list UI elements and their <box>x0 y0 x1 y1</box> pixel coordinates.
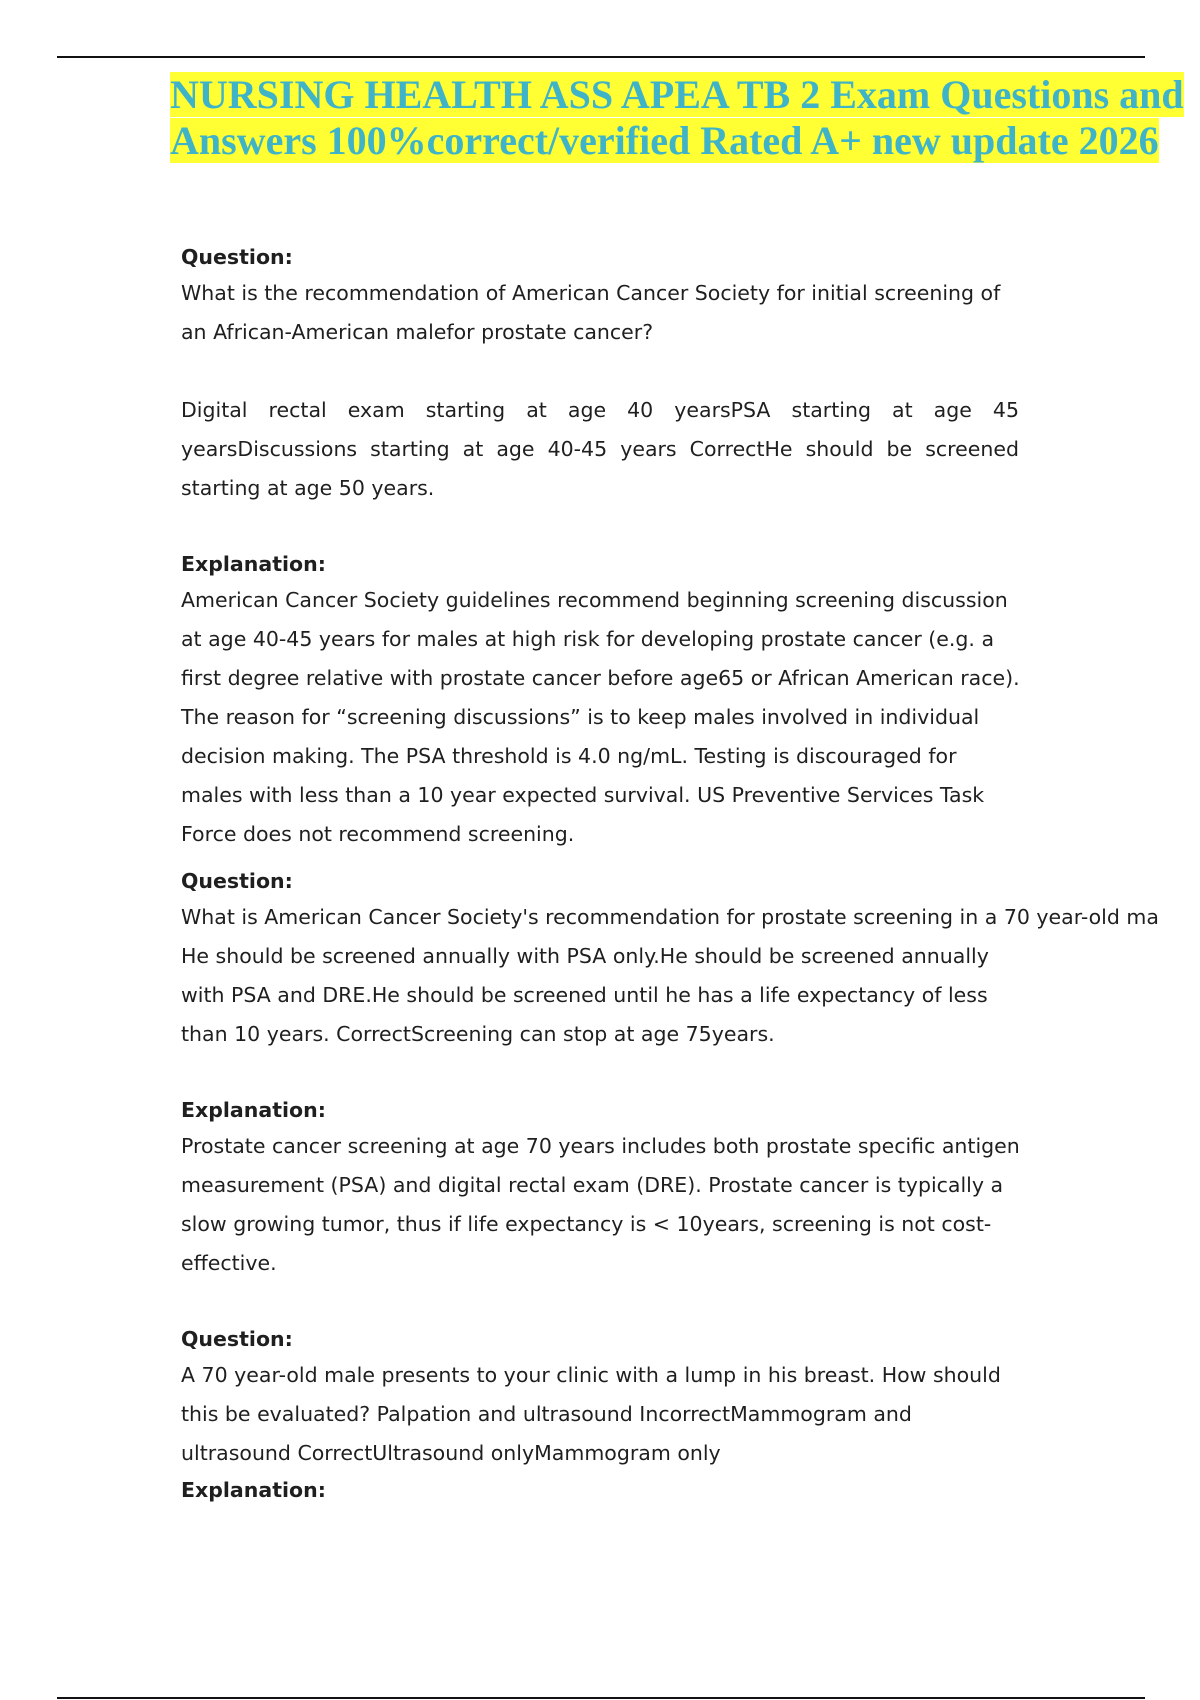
explanation-text: Prostate cancer screening at age 70 years includes both prostate specific antigen measurement (PSA) and digital rectal exam (DRE). Prostate cancer is typically a slow growing tumor, thus if life expectancy is < 10years, screening is not cost-effective. <box>181 1134 1020 1275</box>
question-text: What is the recommendation of American Cancer Society for initial screening of an African-American malefor prostate cancer? <box>181 281 1001 344</box>
document-body <box>181 240 1200 1507</box>
answer-options: He should be screened annually with PSA only.He should be screened annually with PSA and DRE.He should be screened until he has a life expectancy of less than 10 years. CorrectScreening can stop at age 75years. <box>181 944 989 1046</box>
title-line-1: NURSING HEALTH ASS APEA TB 2 Exam Questions and <box>170 72 1184 117</box>
top-rule <box>57 56 1145 58</box>
document-title <box>170 72 1200 164</box>
explanation-text: American Cancer Society guidelines recommend beginning screening discussion at age 40-45 years for males at high risk for developing prostate cancer (e.g. a first degree relative with prostate cancer before age65 or African American race). The reason for “screening discussions” is to keep males involved in individual decision making. The PSA threshold is 4.0 ng/mL. Testing is discouraged for males with less than a 10 year expected survival. US Preventive Services Task Force does not recommend screening. <box>181 588 1020 846</box>
question-label: Question: <box>181 1327 293 1351</box>
question-text: A 70 year-old male presents to your clinic with a lump in his breast. How should this be evaluated? Palpation and ultrasound IncorrectMammogram and ultrasound CorrectUltrasound onlyMammogram only <box>181 1363 1001 1465</box>
question-label: Question: <box>181 869 293 893</box>
answer-options: Digital rectal exam starting at age 40 yearsPSA starting at age 45 yearsDiscussions starting at age 40-45 years CorrectHe should be screened starting at age 50 years. <box>181 398 1019 500</box>
title-line-2: Answers 100%correct/verified Rated A+ new update 2026 <box>170 118 1159 163</box>
explanation-label: Explanation: <box>181 1098 326 1122</box>
bottom-rule <box>57 1697 1145 1699</box>
question-label: Question: <box>181 245 293 269</box>
explanation-label: Explanation: <box>181 1478 326 1502</box>
question-text: What is American Cancer Society's recommendation for prostate screening in a 70 year-old ma <box>181 905 1159 929</box>
explanation-label: Explanation: <box>181 552 326 576</box>
